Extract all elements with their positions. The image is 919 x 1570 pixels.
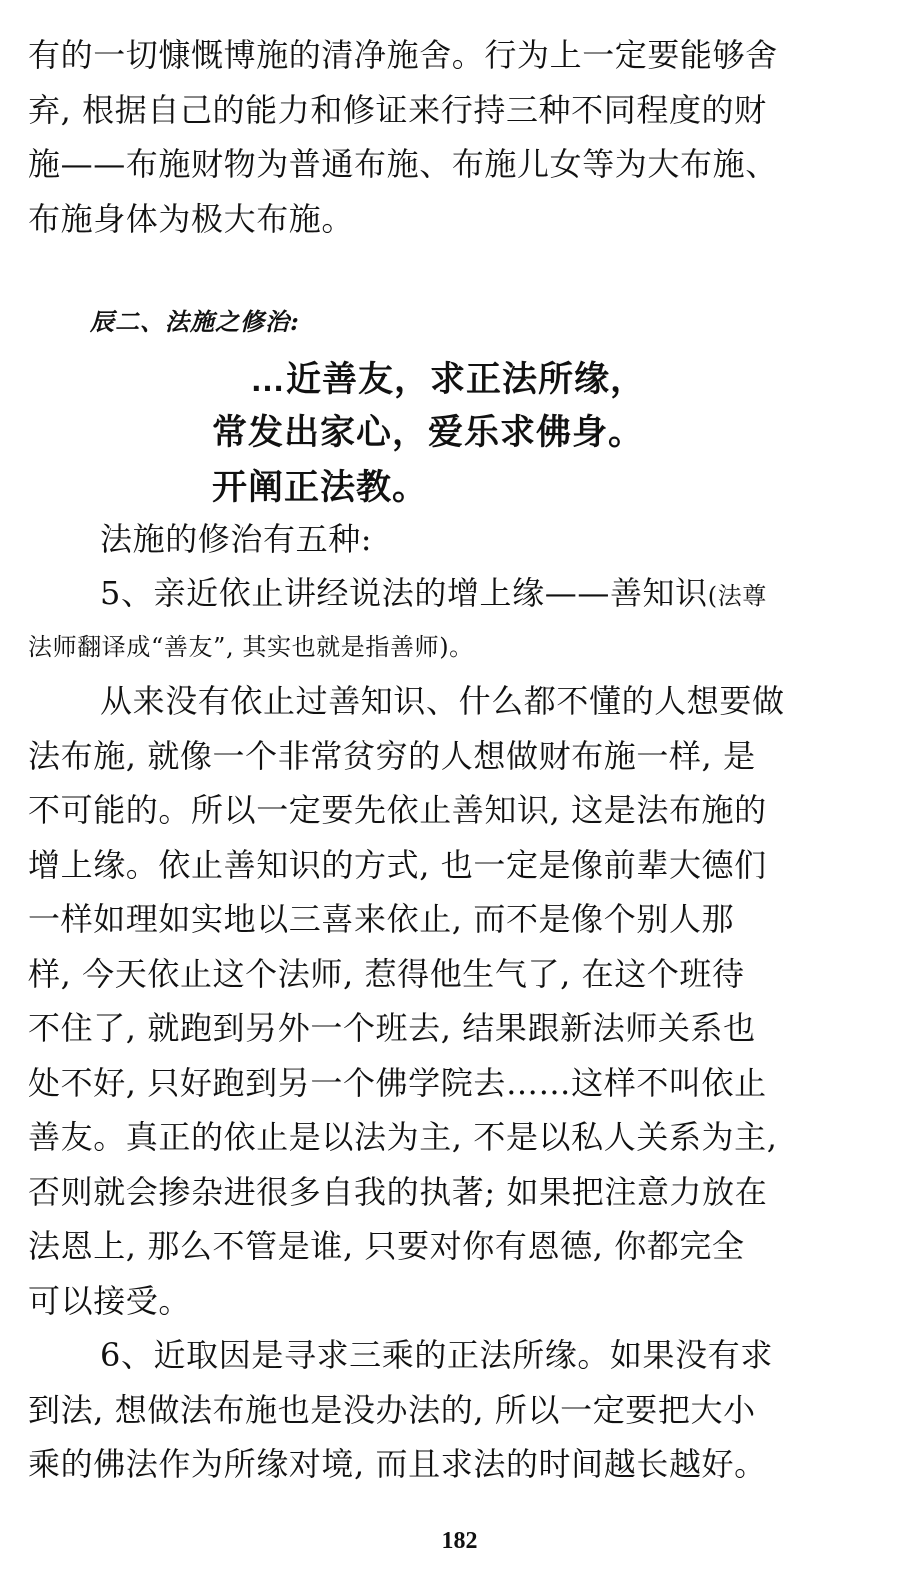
item-5-note-start: (法尊 (707, 582, 767, 610)
paragraph-line-3: 不可能的。所以一定要先依止善知识, 这是法布施的 (28, 791, 767, 829)
item-5-text: 5、亲近依止讲经说法的增上缘——善知识 (100, 574, 708, 612)
verse-line-1: …近善友，求正法所缘， (250, 360, 647, 399)
intro-line-2: 弃, 根据自己的能力和修证来行持三种不同程度的财 (28, 91, 767, 129)
item-6-line-1: 6、近取因是寻求三乘的正法所缘。如果没有求 (100, 1336, 773, 1374)
paragraph-line-11: 法恩上, 那么不管是谁, 只要对你有恩德, 你都完全 (28, 1227, 745, 1265)
intro-line-1: 有的一切慷慨博施的清净施舍。行为上一定要能够舍 (28, 36, 778, 74)
section-heading: 辰二、法施之修治: (90, 307, 300, 336)
intro-line-3: 施——布施财物为普通布施、布施儿女等为大布施、 (28, 145, 778, 183)
paragraph-line-1: 从来没有依止过善知识、什么都不懂的人想要做 (100, 682, 785, 720)
paragraph-line-8: 处不好, 只好跑到另一个佛学院去……这样不叫依止 (28, 1064, 767, 1102)
paragraph-line-10: 否则就会掺杂进很多自我的执著; 如果把注意力放在 (28, 1173, 768, 1211)
five-kinds-intro: 法施的修治有五种: (100, 520, 373, 558)
verse-line-2: 常发出家心，爱乐求佛身。 (212, 413, 645, 452)
paragraph-line-9: 善友。真正的依止是以法为主, 不是以私人关系为主, (28, 1118, 778, 1156)
item-6-line-2: 到法, 想做法布施也是没办法的, 所以一定要把大小 (28, 1391, 756, 1429)
paragraph-line-2: 法布施, 就像一个非常贫穷的人想做财布施一样, 是 (28, 737, 756, 775)
item-5-line-1 (100, 566, 890, 620)
page-number: 182 (441, 1528, 478, 1554)
paragraph-line-5: 一样如理如实地以三喜来依止, 而不是像个别人那 (28, 900, 735, 938)
paragraph-line-6: 样, 今天依止这个法师, 惹得他生气了, 在这个班待 (28, 955, 745, 993)
item-5-note: 法师翻译成“善友”, 其实也就是指善师)。 (28, 633, 474, 661)
verse-line-3: 开阐正法教。 (212, 468, 429, 507)
intro-line-4: 布施身体为极大布施。 (28, 200, 355, 238)
paragraph-line-4: 增上缘。依止善知识的方式, 也一定是像前辈大德们 (28, 846, 767, 884)
paragraph-line-7: 不住了, 就跑到另外一个班去, 结果跟新法师关系也 (28, 1009, 756, 1047)
paragraph-line-12: 可以接受。 (28, 1282, 192, 1320)
item-6-line-3: 乘的佛法作为所缘对境, 而且求法的时间越长越好。 (28, 1445, 767, 1483)
